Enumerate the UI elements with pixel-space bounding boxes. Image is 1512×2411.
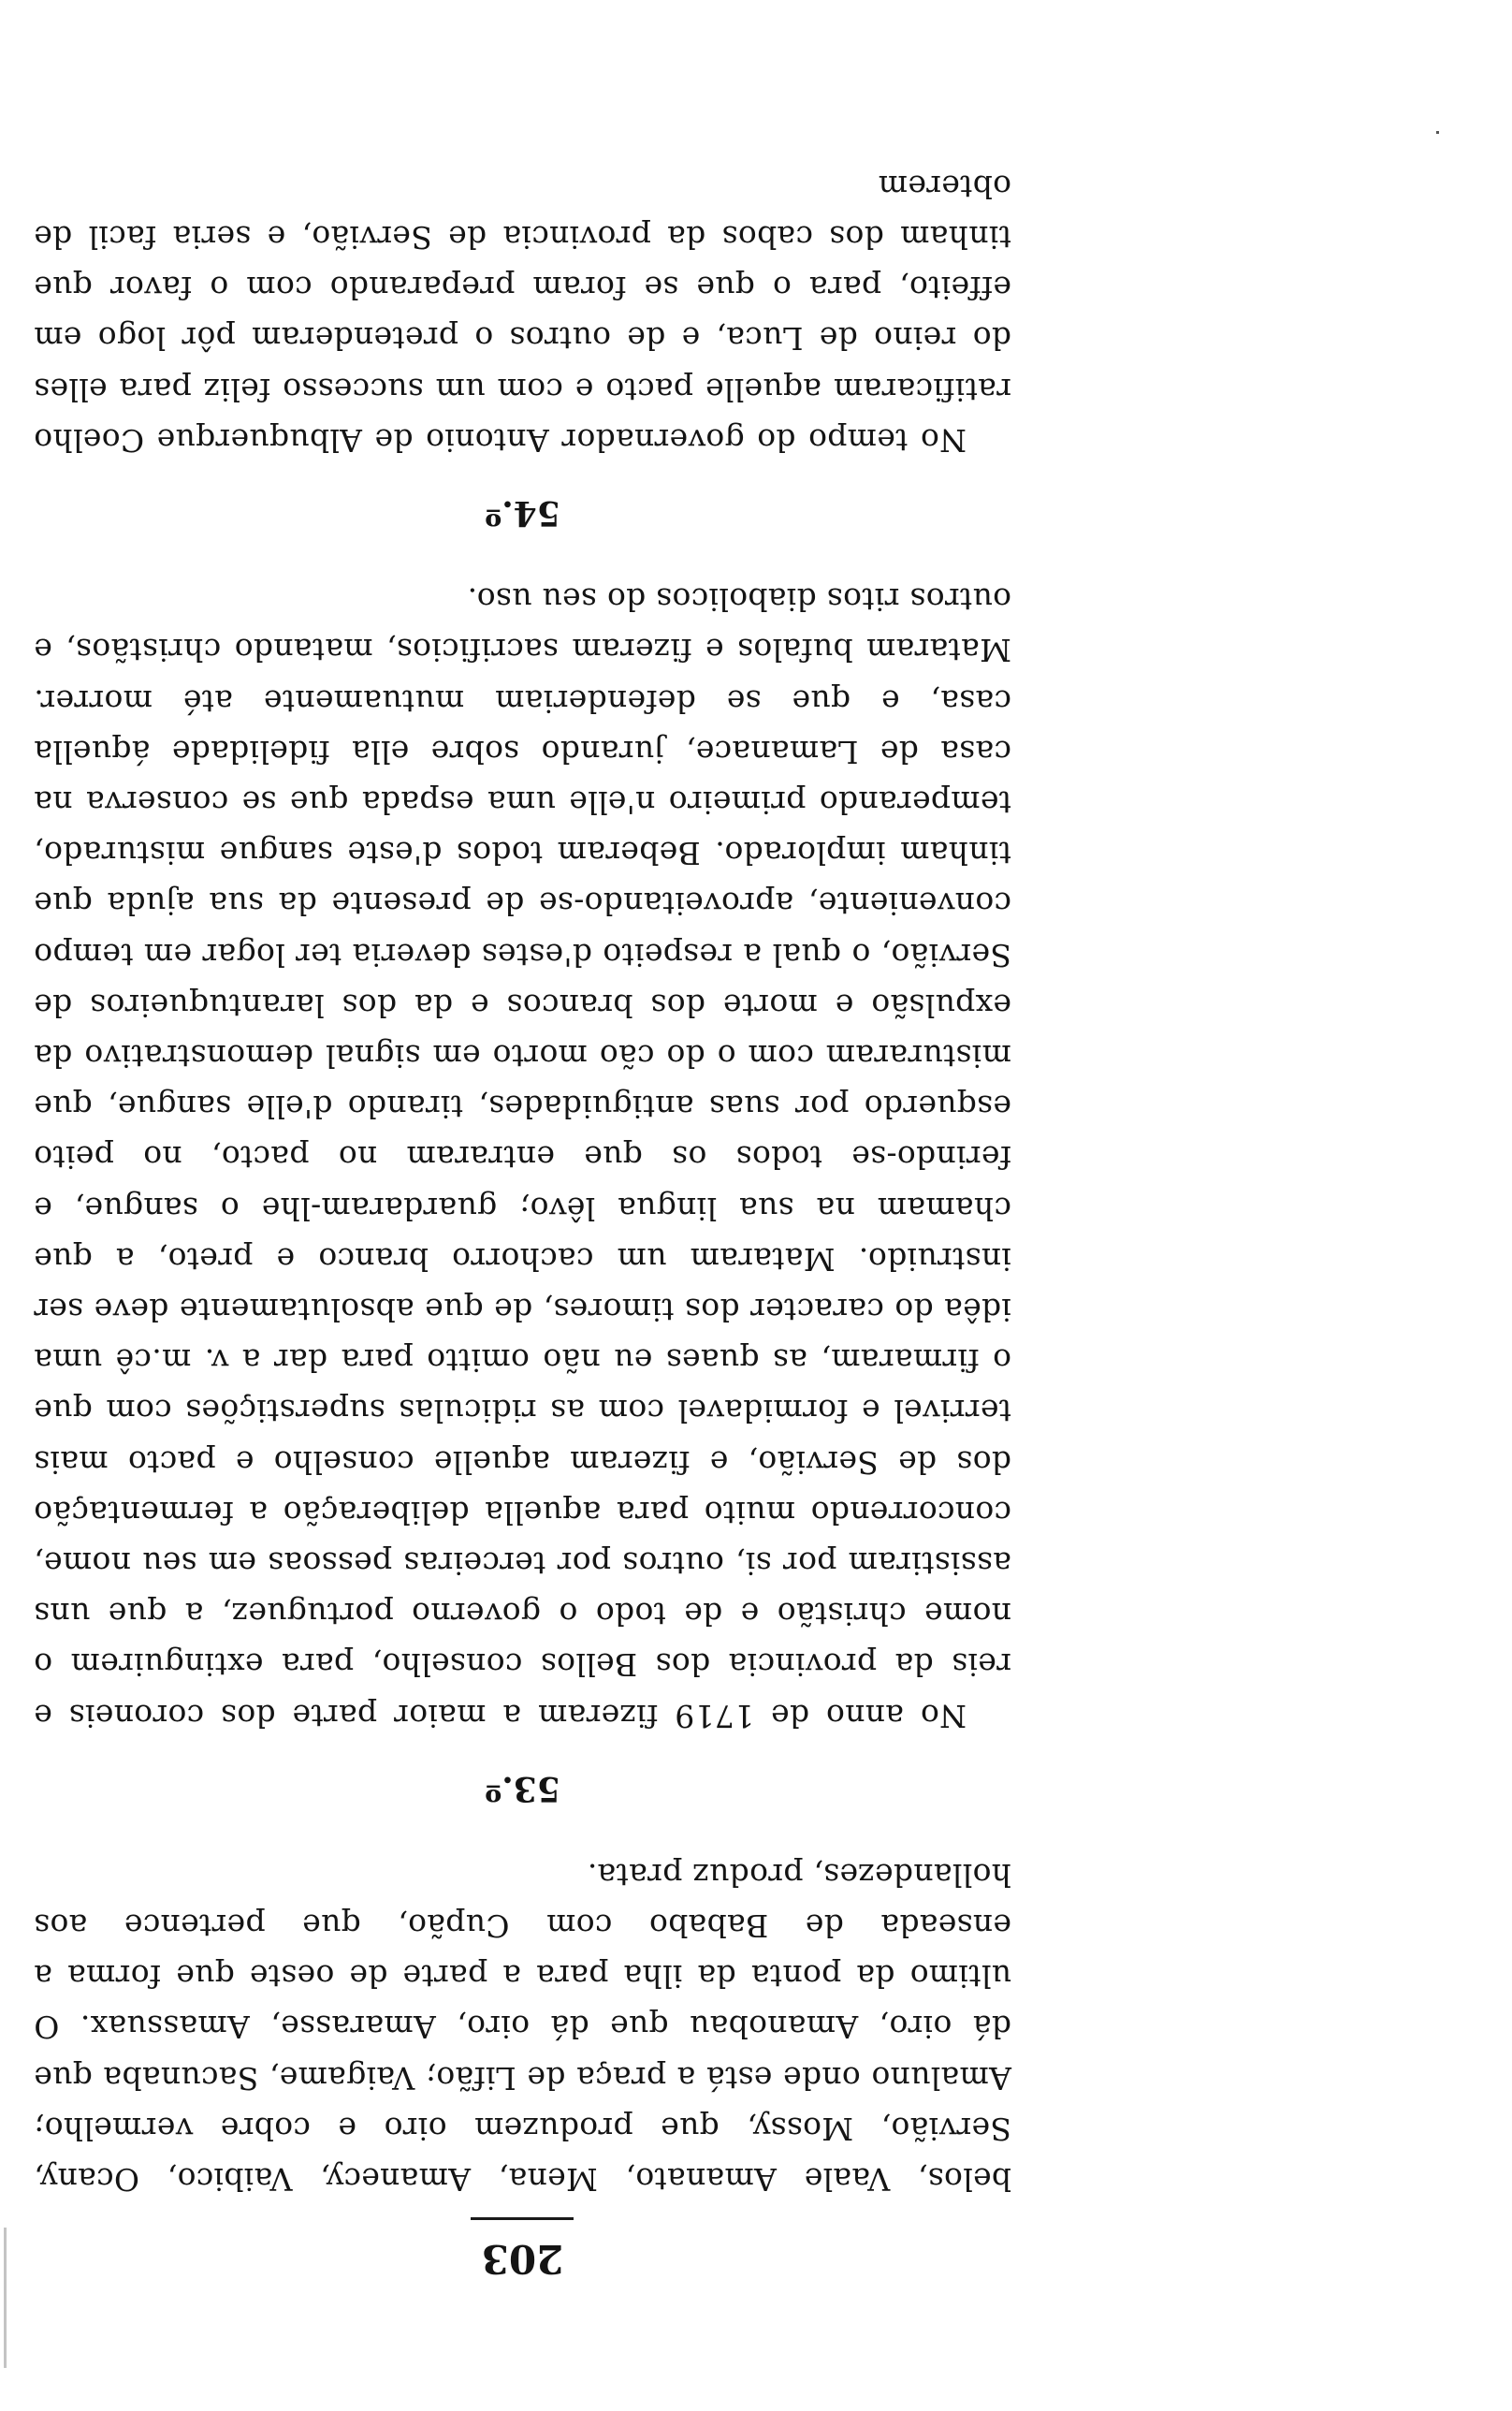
section-number-54: 54.º [485,492,560,533]
paragraph-continued: belos, Vaale Amanato, Mena, Amanecy, Vaibico, Ocany, Servião, Mossy, que produzem oiro e cobre vermelho; Amaluno onde está a praça de Lifão; Vaigame, Sacunaba que dá oiro, Amanobau que dá oiro, Amarasse, Amassuax. O ultimo da ponta da ilha para a parte de oeste que forma a enseada de Bababo com Cupão, que pertence aos hollandezes, produz prata. [34,1856,1011,2198]
scan-dot [1436,131,1439,134]
paragraph-section-54: No tempo do governador Antonio de Albuquerque Coelho ratificaram aquelle pacto e com um successo feliz para elles do reino de Luca, e de outros o pretenderam pôr logo em effeito, para o que se foram preparando com o favor que tinham dos cabos da provincia de Servião, e seria facil de obterem [34,168,1011,459]
section-number-53: 53.º [485,1768,560,1808]
scan-edge-mark [4,2228,7,2368]
page-number: 203 [481,2236,564,2282]
header-rule [472,2217,574,2220]
page-content [34,161,1011,2280]
paragraph-section-53: No anno de 1719 fizeram a maior parte dos coroneis e reis da provincia dos Bellos conselho, para extinguirem o nome christão e de todo o governo portuguez, a que uns assistiram por si, outros por terceiras pessoas em seu nome, concorrendo muito para aquella deliberação a fermentação dos de Servião, e fizeram aquelle conselho e pacto mais terrivel e formidavel com as ridiculas superstições com que o firmaram, as quaes eu não omitto para dar a v. m.cê uma idêa do caracter dos timores, de que absolutamente deve ser instruido. Mataram um cachorro branco e preto, a que chamam na sua lingua lêvo; guardaram-lhe o sangue, e ferindo-se todos os que entraram no pacto, no peito esquerdo por suas antiguidades, tirando d'elle sangue, que misturaram com o do cão morto em signal demonstrativo da expulsão e morte dos brancos e da dos larantuqueiros de Servião, o qual a respeito d'estes deveria ter logar em tempo conveniente, aproveitando-se de presente da sua ajuda que tinham implorado. Beberam todos d'este sangue misturado, temperando primeiro n'elle uma espada que se conserva na casa de Lamanace, jurando sobre ella fidelidade áquella casa, e que se defenderiam mutuamente até morrer. Mataram bufalos e fizeram sacrificios, matando christãos, e outros ritos diabolicos do seu uso. [34,581,1011,1734]
